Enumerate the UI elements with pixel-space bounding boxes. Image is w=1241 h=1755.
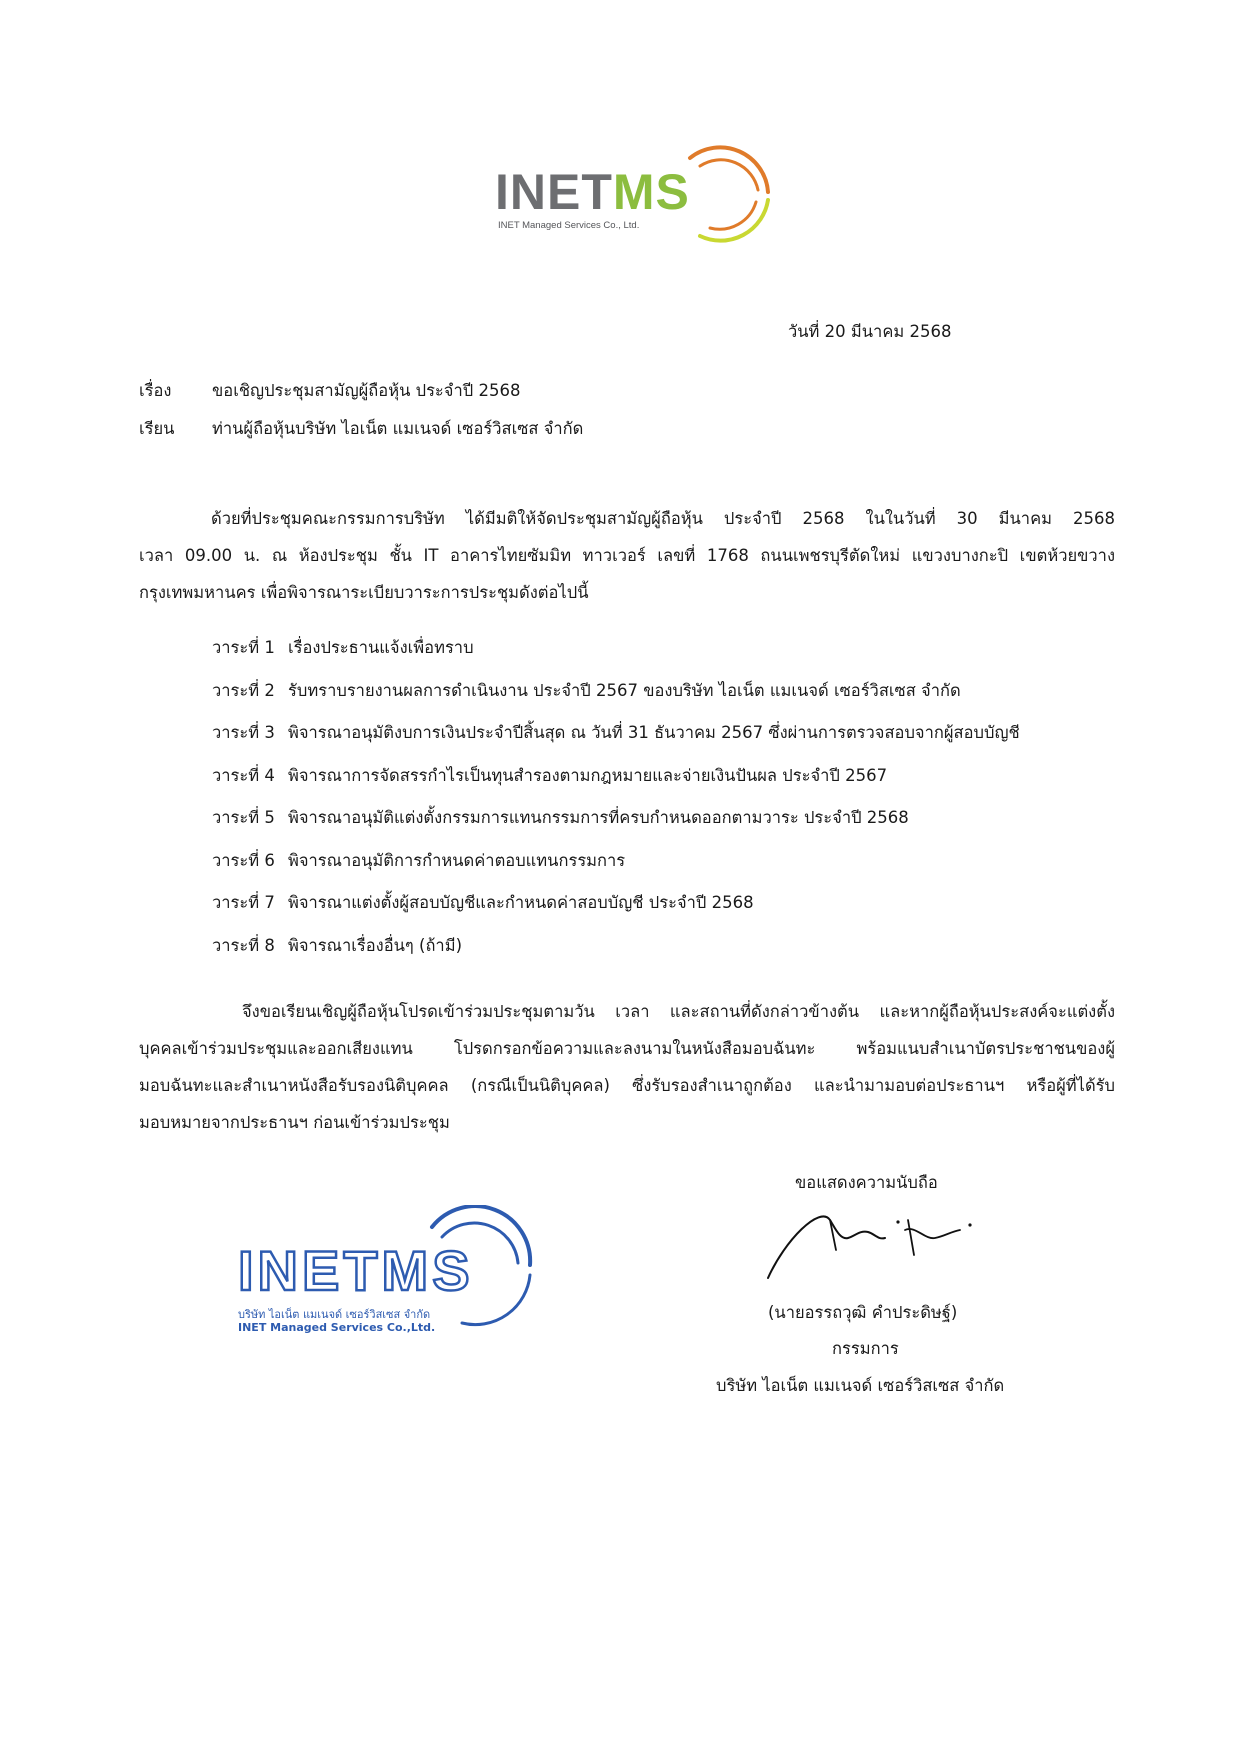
agenda-label: วาระที่ 2 (212, 680, 275, 700)
agenda-label: วาระที่ 1 (212, 638, 275, 657)
agenda-list (212, 633, 1020, 973)
agenda-item (212, 761, 1020, 804)
invite-line: จึงขอเรียนเชิญผู้ถือหุ้นโปรดเข้าร่วมประชุมตามวัน เวลา และสถานที่ดังกล่าวข้างต้น และหากผู้ถือหุ้นประสงค์จะแต่งตั้ง (242, 1002, 1115, 1021)
intro-line: เวลา 09.00 น. ณ ห้องประชุม ชั้น IT อาคารไทยซัมมิท ทาวเวอร์ เลขที่ 1768 ถนนเพชรบุรีตัดใหม่ แขวงบางกะปิ เขตห้วยขวาง (139, 546, 1115, 565)
agenda-text: พิจารณาอนุมัติงบการเงินประจำปีสิ้นสุด ณ วันที่ 31 ธันวาคม 2567 ซึ่งผ่านการตรวจสอบจากผู้สอบบัญชี (288, 723, 1020, 742)
agenda-text: พิจารณาอนุมัติแต่งตั้งกรรมการแทนกรรมการที่ครบกำหนดออกตามวาระ ประจำปี 2568 (288, 808, 909, 827)
agenda-item (212, 676, 1020, 719)
intro-line: กรุงเทพมหานคร เพื่อพิจารณาระเบียบวาระการประชุมดังต่อไปนี้ (139, 583, 589, 602)
letter-date: วันที่ 20 มีนาคม 2568 (788, 322, 952, 341)
agenda-item (212, 633, 1020, 676)
subject-value: ขอเชิญประชุมสามัญผู้ถือหุ้น ประจำปี 2568 (212, 381, 521, 400)
stamp-thai-name: บริษัท ไอเน็ต แมเนจด์ เซอร์วิสเซส จำกัด (238, 1308, 431, 1321)
company-logo (490, 140, 780, 250)
agenda-item (212, 846, 1020, 889)
invite-line: มอบฉันทะและสำเนาหนังสือรับรองนิติบุคคล (กรณีเป็นนิติบุคคล) ซึ่งรับรองสำเนาถูกต้อง และนำมามอบต่อประธานฯ หรือผู้ที่ได้รับ (139, 1076, 1115, 1095)
agenda-item (212, 931, 1020, 974)
agenda-label: วาระที่ 6 (212, 850, 275, 870)
agenda-label: วาระที่ 5 (212, 808, 275, 827)
agenda-text: รับทราบรายงานผลการดำเนินงาน ประจำปี 2567 ของบริษัท ไอเน็ต แมเนจด์ เซอร์วิสเซส จำกัด (288, 680, 961, 700)
agenda-text: พิจารณาแต่งตั้งผู้สอบบัญชีและกำหนดค่าสอบบัญชี ประจำปี 2568 (288, 893, 754, 912)
agenda-label: วาระที่ 7 (212, 893, 275, 912)
invite-line: บุคคลเข้าร่วมประชุมและออกเสียงแทน โปรดกรอกข้อความและลงนามในหนังสือมอบฉันทะ พร้อมแนบสำเนาบัตรประชาชนของผู้ (139, 1039, 1115, 1058)
to-label: เรียน (139, 419, 175, 438)
closing-text: ขอแสดงความนับถือ (795, 1173, 938, 1192)
invitation-paragraph (139, 993, 1115, 1141)
agenda-text: พิจารณาการจัดสรรกำไรเป็นทุนสำรองตามกฎหมายและจ่ายเงินปันผล ประจำปี 2567 (288, 765, 888, 785)
agenda-item (212, 888, 1020, 931)
agenda-label: วาระที่ 8 (212, 935, 275, 955)
signer-name: (นายอรรถวุฒิ คำประดิษฐ์) (768, 1303, 958, 1322)
agenda-label: วาระที่ 4 (212, 765, 275, 785)
subject-label: เรื่อง (139, 381, 172, 400)
intro-line: ด้วยที่ประชุมคณะกรรมการบริษัท ได้มีมติให้จัดประชุมสามัญผู้ถือหุ้น ประจำปี 2568 ในในวันที่ 30 มีนาคม 2568 (211, 509, 1115, 528)
intro-paragraph (139, 500, 1115, 611)
logo-wordmark: INETMS (495, 164, 690, 220)
logo-subtitle: INET Managed Services Co., Ltd. (498, 220, 640, 231)
agenda-text: เรื่องประธานแจ้งเพื่อทราบ (288, 638, 474, 657)
company-stamp (232, 1205, 552, 1335)
signer-company: บริษัท ไอเน็ต แมเนจด์ เซอร์วิสเซส จำกัด (716, 1376, 1005, 1395)
signature-icon (760, 1200, 980, 1285)
agenda-label: วาระที่ 3 (212, 723, 275, 742)
signer-title: กรรมการ (832, 1339, 899, 1358)
stamp-english-name: INET Managed Services Co.,Ltd. (238, 1321, 436, 1334)
to-value: ท่านผู้ถือหุ้นบริษัท ไอเน็ต แมเนจด์ เซอร์วิสเซส จำกัด (212, 419, 584, 438)
agenda-item (212, 803, 1020, 846)
agenda-item (212, 718, 1020, 761)
agenda-text: พิจารณาเรื่องอื่นๆ (ถ้ามี) (288, 935, 463, 955)
invite-line: มอบหมายจากประธานฯ ก่อนเข้าร่วมประชุม (139, 1113, 450, 1132)
agenda-text: พิจารณาอนุมัติการกำหนดค่าตอบแทนกรรมการ (288, 850, 626, 870)
stamp-wordmark: INETMS (238, 1239, 474, 1302)
